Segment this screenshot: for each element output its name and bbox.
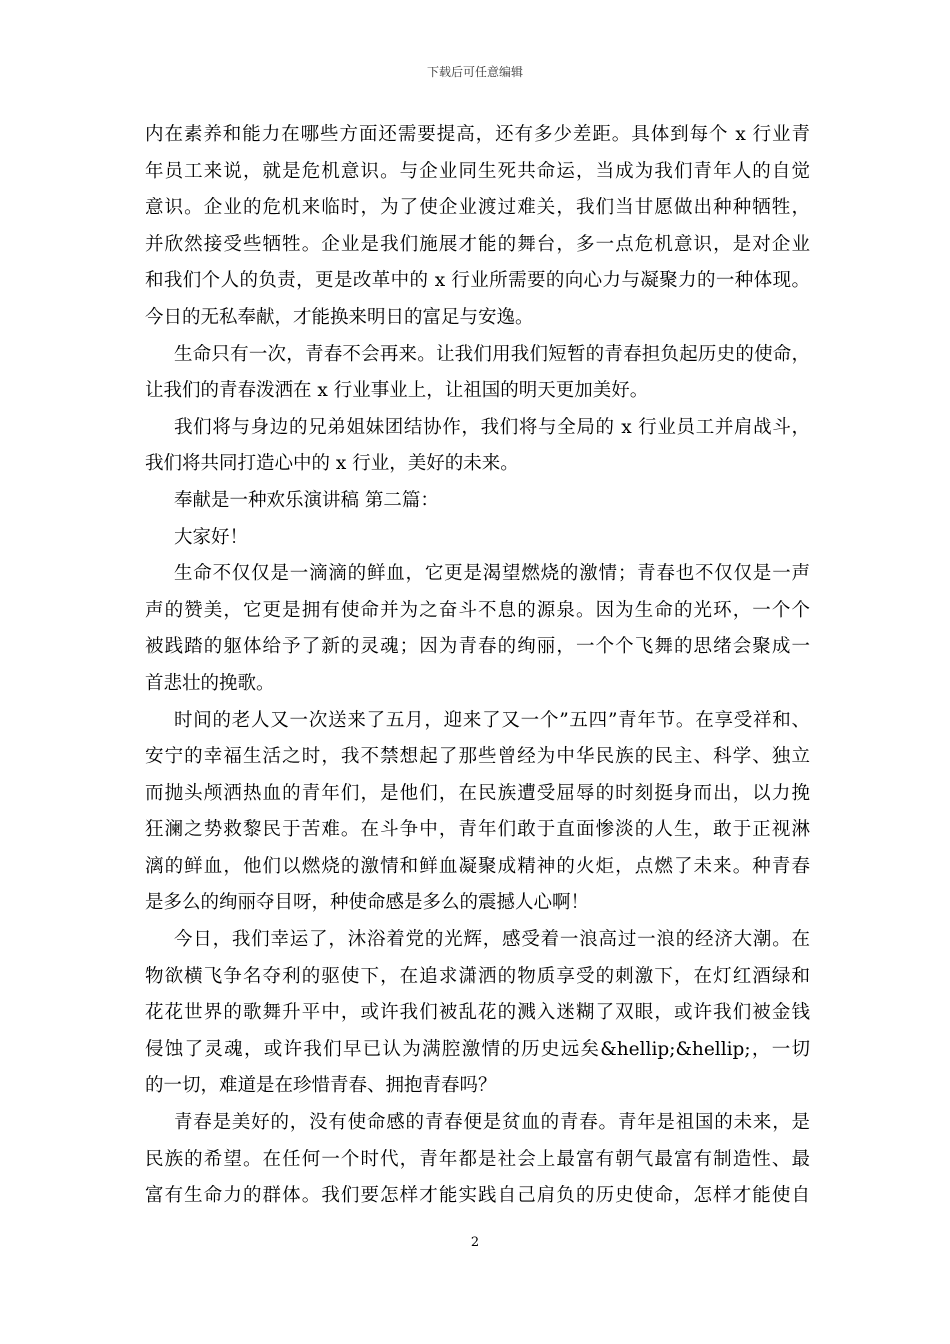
text-line: 今日的无私奉献，才能换来明日的富足与安逸。 [145,306,534,328]
text-line: 首悲壮的挽歌。 [145,672,275,694]
paragraph-first-line: 我们将与身边的兄弟姐妹团结协作，我们将与全局的 x 行业员工并肩战斗， [174,416,810,438]
paragraph-first-line: 生命只有一次，青春不会再来。让我们用我们短暂的青春担负起历史的使命， [174,343,810,365]
text-line: 的一切，难道是在珍惜青春、拥抱青春吗？ [145,1075,497,1097]
page-number: 2 [470,1235,480,1250]
text-line: 让我们的青春泼洒在 x 行业事业上，让祖国的明天更加美好。 [145,380,649,402]
text-line: 被践踏的躯体给予了新的灵魂；因为青春的绚丽，一个个飞舞的思绪会聚成一 [145,636,810,658]
text-line: 声的赞美，它更是拥有使命并为之奋斗不息的源泉。因为生命的光环，一个个 [145,599,810,621]
paragraph-first-line: 青春是美好的，没有使命感的青春便是贫血的青春。青年是祖国的未来，是 [174,1112,810,1134]
text-line: 年员工来说，就是危机意识。与企业同生死共命运，当成为我们青年人的自觉 [145,160,810,182]
text-line: 和我们个人的负责，更是改革中的 x 行业所需要的向心力与凝聚力的一种体现。 [145,270,810,292]
text-line: 意识。企业的危机来临时，为了使企业渡过难关，我们当甘愿做出种种牺牲， [145,197,810,219]
text-line: 漓的鲜血，他们以燃烧的激情和鲜血凝聚成精神的火炬，点燃了未来。种青春 [145,855,810,877]
text-line: 物欲横飞争名夺利的驱使下，在追求潇洒的物质享受的刺激下，在灯红酒绿和 [145,965,810,987]
text-line: 狂澜之势救黎民于苦难。在斗争中，青年们敢于直面惨淡的人生，敢于正视淋 [145,819,810,841]
text-line: 内在素养和能力在哪些方面还需要提高，还有多少差距。具体到每个 x 行业青 [145,124,810,145]
paragraph-first-line: 时间的老人又一次送来了五月，迎来了又一个”五四”青年节。在享受祥和、 [174,709,810,731]
paragraph-first-line: 生命不仅仅是一滴滴的鲜血，它更是渴望燃烧的激情；青春也不仅仅是一声 [174,563,810,585]
greeting: 大家好！ [174,526,249,548]
text-line: 我们将共同打造心中的 x 行业，美好的未来。 [145,453,519,475]
paragraph-first-line: 今日，我们幸运了，沐浴着党的光辉，感受着一浪高过一浪的经济大潮。在 [174,929,810,951]
text-line: 安宁的幸福生活之时，我不禁想起了那些曾经为中华民族的民主、科学、独立 [145,746,810,768]
text-line: 是多么的绚丽夺目呀，种使命感是多么的震撼人心啊！ [145,892,590,914]
document-body [145,117,810,1215]
text-line: 花花世界的歌舞升平中，或许我们被乱花的溅入迷糊了双眼，或许我们被金钱 [145,1002,810,1024]
page-header: 下载后可任意编辑 [426,65,523,79]
text-line: 侵蚀了灵魂，或许我们早已认为满腔激情的历史远矣&hellip;&hellip;，一切 [145,1038,810,1060]
text-line: 民族的希望。在任何一个时代，青年都是社会上最富有朝气最富有制造性、最 [145,1148,810,1170]
section-title: 奉献是一种欢乐演讲稿 第二篇： [174,489,439,511]
text-line: 而抛头颅洒热血的青年们，是他们，在民族遭受屈辱的时刻挺身而出，以力挽 [145,782,810,804]
text-line: 并欣然接受些牺牲。企业是我们施展才能的舞台，多一点危机意识，是对企业 [145,233,810,255]
text-line: 富有生命力的群体。我们要怎样才能实践自己肩负的历史使命，怎样才能使自 [145,1185,810,1207]
